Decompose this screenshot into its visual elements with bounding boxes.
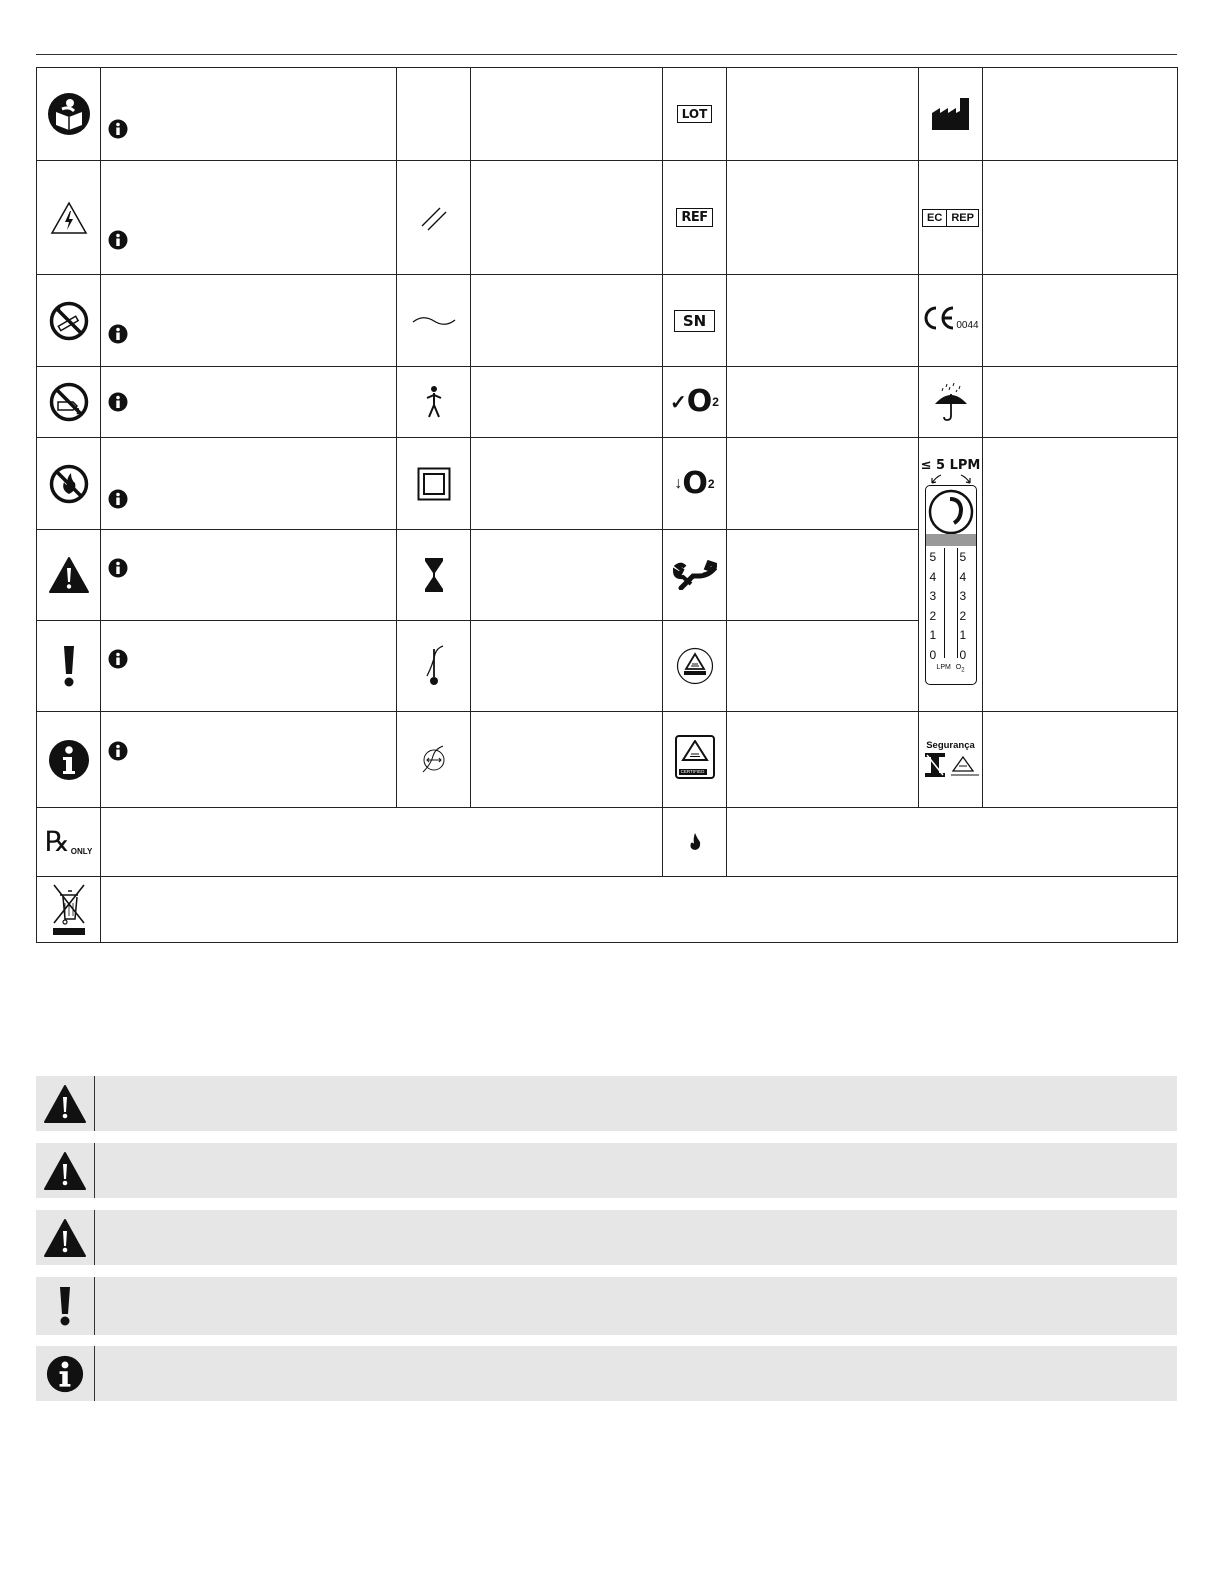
symbol-cell	[37, 275, 101, 367]
o2-low-symbol	[674, 465, 715, 501]
rep-label: REP	[951, 212, 974, 224]
description-cell	[727, 68, 919, 161]
table-row	[37, 161, 1178, 275]
description-cell	[101, 808, 663, 877]
flow-tick-label: 1	[929, 628, 937, 642]
description-cell	[471, 275, 663, 367]
warning-bar	[36, 1076, 1177, 1131]
symbol-cell	[37, 161, 101, 275]
description-cell	[983, 68, 1178, 161]
table-row	[37, 877, 1178, 943]
warning-bar	[36, 1210, 1177, 1265]
description-cell	[101, 68, 397, 161]
warning-triangle-icon	[43, 1151, 87, 1191]
flow-direction-arrows-icon	[926, 473, 976, 485]
manufacturer-icon	[931, 97, 971, 131]
symbol-cell	[397, 161, 471, 275]
info-icon	[48, 739, 90, 781]
info-icon	[108, 392, 128, 412]
wrench-icon	[673, 560, 717, 590]
lot-symbol: LOT	[677, 105, 713, 123]
flow-tick-label: 5	[929, 550, 937, 564]
info-icon	[108, 558, 128, 578]
keep-dry-umbrella-icon	[932, 382, 970, 422]
description-cell	[101, 530, 397, 621]
hourglass-icon	[423, 557, 445, 593]
symbol-cell	[663, 367, 727, 438]
table-row	[37, 808, 1178, 877]
warning-bar-icon-cell	[36, 1210, 95, 1265]
info-bar	[36, 1346, 1177, 1401]
double-slash-icon	[420, 204, 448, 232]
seguranca-label: Segurança	[926, 740, 975, 751]
flow-tick-label: 2	[959, 608, 967, 623]
caution-bar	[36, 1277, 1177, 1335]
type-b-applied-part-icon	[424, 385, 444, 419]
flow-knob-icon	[928, 489, 974, 537]
flow-tick-label: 4	[929, 569, 937, 584]
warning-triangle-icon	[43, 1084, 87, 1124]
flow-unit-right-sub: 2	[961, 667, 965, 674]
tuv-certified-badge	[675, 735, 715, 779]
flow-scale-right	[960, 548, 972, 664]
flow-tick-label: 0	[959, 647, 967, 662]
symbol-cell	[397, 621, 471, 712]
warning-bar-icon-cell	[36, 1076, 95, 1131]
ec-rep-symbol	[922, 209, 979, 227]
flow-limit-label: ≤ 5 LPM	[920, 458, 981, 473]
symbol-cell	[37, 68, 101, 161]
no-oil-grease-icon	[49, 382, 89, 422]
info-icon	[108, 649, 128, 669]
no-open-flame-icon	[49, 464, 89, 504]
info-icon	[108, 119, 128, 139]
symbol-cell	[919, 438, 983, 712]
symbol-cell	[663, 161, 727, 275]
description-cell	[471, 68, 663, 161]
flow-tube	[944, 548, 958, 658]
symbol-cell	[663, 621, 727, 712]
symbol-cell	[37, 530, 101, 621]
o2-subscript: 2	[712, 395, 719, 409]
symbol-cell	[397, 68, 471, 161]
symbol-cell	[663, 68, 727, 161]
description-cell	[727, 530, 919, 621]
description-cell	[101, 438, 397, 530]
flowmeter	[925, 485, 977, 685]
description-cell	[471, 161, 663, 275]
symbol-cell	[663, 530, 727, 621]
description-cell	[983, 161, 1178, 275]
description-cell	[983, 438, 1178, 712]
symbol-cell	[397, 438, 471, 530]
description-cell	[727, 367, 919, 438]
symbol-cell	[37, 621, 101, 712]
description-cell	[471, 621, 663, 712]
warning-triangle-icon	[48, 556, 90, 594]
symbol-cell	[919, 712, 983, 808]
symbol-cell	[919, 68, 983, 161]
check-mark-icon: ✓	[670, 391, 687, 414]
o2-subscript: 2	[707, 476, 715, 491]
description-cell	[727, 438, 919, 530]
symbol-cell	[37, 712, 101, 808]
tuv-triangle-icon	[681, 740, 709, 762]
description-cell	[471, 530, 663, 621]
flow-tick-label: 5	[959, 550, 967, 564]
flow-tick-label: 4	[959, 569, 967, 584]
warning-bar-icon-cell	[36, 1346, 95, 1401]
rx-only-symbol	[44, 825, 93, 858]
warning-bar	[36, 1143, 1177, 1198]
symbol-cell	[37, 367, 101, 438]
description-cell	[101, 275, 397, 367]
flow-unit-left: LPM	[936, 664, 951, 671]
ce-mark	[922, 305, 978, 331]
electric-shock-warning-icon	[50, 201, 88, 235]
description-cell	[101, 712, 397, 808]
header-rule	[36, 54, 1177, 55]
exclamation-icon	[62, 644, 76, 688]
description-cell	[471, 712, 663, 808]
symbol-cell	[397, 530, 471, 621]
flow-unit-right: O	[955, 664, 962, 671]
info-icon	[108, 741, 128, 761]
exclamation-icon	[58, 1285, 72, 1327]
symbol-cell	[37, 877, 101, 943]
symbol-cell	[397, 367, 471, 438]
symbol-cell	[663, 438, 727, 530]
symbol-cell	[919, 275, 983, 367]
flow-tick-label: 3	[959, 589, 967, 603]
description-cell	[983, 275, 1178, 367]
symbol-cell	[919, 161, 983, 275]
symbol-cell	[37, 438, 101, 530]
description-cell	[101, 877, 1178, 943]
info-icon	[108, 324, 128, 344]
ce-number: 0044	[956, 320, 979, 331]
symbol-cell	[663, 808, 727, 877]
symbol-cell	[919, 367, 983, 438]
warning-triangle-icon	[43, 1218, 87, 1258]
sn-symbol: SN	[674, 310, 715, 332]
no-smoking-icon	[49, 301, 89, 341]
tuv-mark-icon	[676, 647, 714, 685]
table-row	[37, 712, 1178, 808]
description-cell	[727, 275, 919, 367]
warning-bar-icon-cell	[36, 1277, 95, 1335]
pressure-limit-icon	[419, 744, 449, 776]
flow-unit-row	[926, 664, 976, 673]
info-icon	[108, 489, 128, 509]
description-cell	[727, 808, 1178, 877]
description-cell	[727, 161, 919, 275]
read-manual-icon	[47, 92, 91, 136]
ref-symbol: REF	[676, 208, 712, 227]
symbol-cell	[663, 275, 727, 367]
alternating-current-icon	[411, 313, 457, 329]
flowmeter-band	[926, 534, 976, 546]
o2-letter: O	[686, 384, 713, 419]
description-cell	[727, 621, 919, 712]
flow-tick-label: 2	[929, 608, 937, 623]
flow-tick-label: 1	[959, 628, 967, 642]
symbol-cell	[397, 712, 471, 808]
description-cell	[101, 161, 397, 275]
arrow-down-icon: ↓	[674, 474, 683, 492]
ce-mark-icon	[922, 305, 956, 331]
description-cell	[101, 621, 397, 712]
flame-drop-icon	[688, 832, 702, 852]
temperature-limit-icon	[421, 644, 447, 688]
rx-icon: ℞	[44, 825, 70, 858]
symbols-table	[36, 67, 1178, 943]
table-row	[37, 68, 1178, 161]
description-cell	[471, 367, 663, 438]
description-cell	[983, 367, 1178, 438]
flow-scale-left	[930, 548, 942, 664]
description-cell	[727, 712, 919, 808]
symbol-cell	[37, 808, 101, 877]
description-cell	[983, 712, 1178, 808]
weee-crossed-bin-icon	[50, 883, 88, 937]
table-row	[37, 438, 1178, 530]
flow-tick-label: 0	[929, 647, 937, 662]
o2-letter: O	[682, 465, 708, 501]
ec-label: EC	[923, 210, 947, 226]
inmetro-seguranca-icon	[923, 751, 979, 779]
o2-ok-symbol	[670, 384, 719, 419]
symbol-cell	[663, 712, 727, 808]
table-row	[37, 275, 1178, 367]
description-cell	[471, 438, 663, 530]
description-cell	[101, 367, 397, 438]
flow-tick-label: 3	[929, 589, 937, 603]
rx-only-label: ONLY	[70, 847, 93, 856]
table-row	[37, 367, 1178, 438]
class-ii-double-square-icon	[417, 467, 451, 501]
symbol-cell	[397, 275, 471, 367]
warning-bar-icon-cell	[36, 1143, 95, 1198]
info-icon	[108, 230, 128, 250]
tuv-certified-label: CERTIFIED	[679, 769, 707, 775]
info-icon	[46, 1355, 84, 1393]
